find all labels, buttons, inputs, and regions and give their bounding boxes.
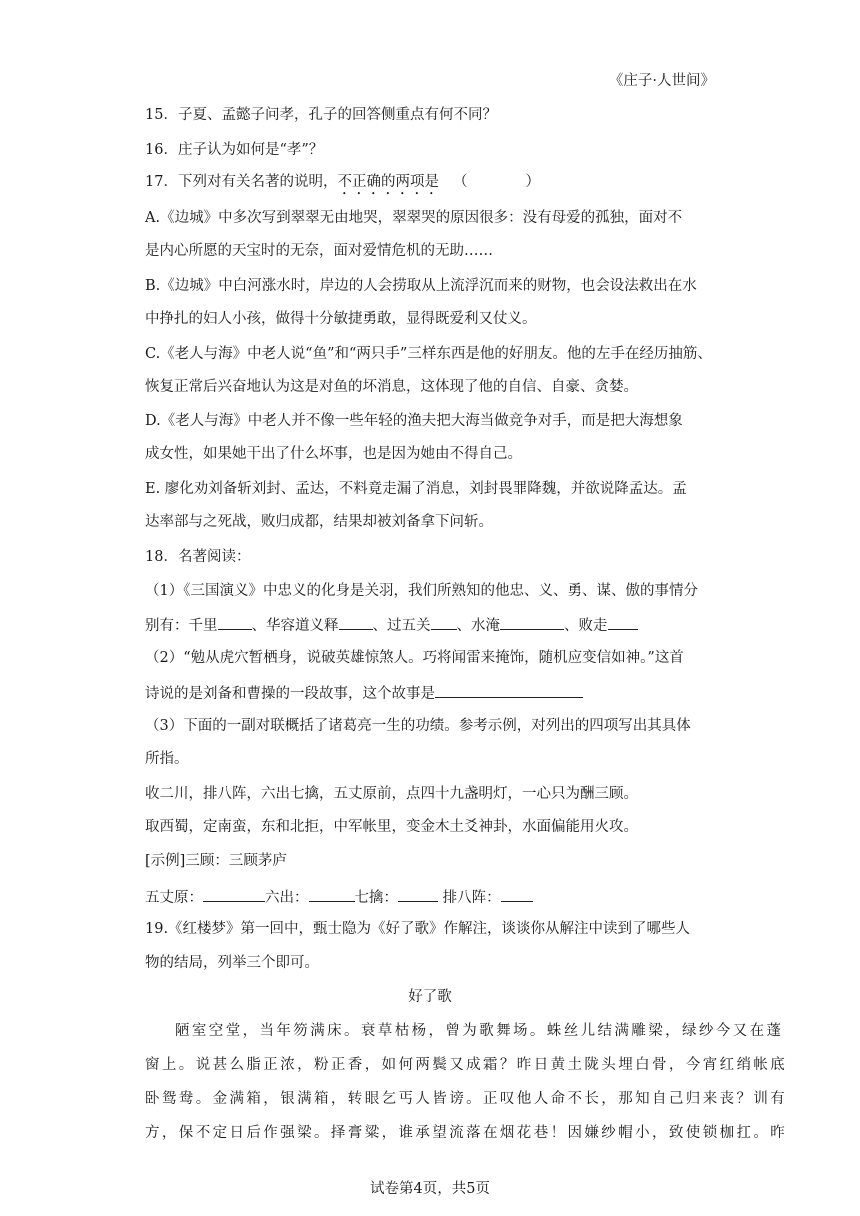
fill-blank[interactable] [309,886,355,902]
option-e-line1: E. 廖化劝刘备斩刘封、孟达，不料竟走漏了消息，刘封畏罪降魏，并欲说降孟达。孟 [145,481,687,497]
option-c-line1: C.《老人与海》中老人说“鱼”和“两只手”三样东西是他的好朋友。他的左手在经历抽筋、 [145,346,712,362]
poem-line: 陋室空堂，当年笏满床。衰草枯杨，曾为歌舞场。蛛丝儿结满雕梁，绿纱今又在蓬 [175,1023,784,1039]
question-17 [145,172,540,198]
question-18-title: 18．名著阅读： [145,549,251,565]
fill-label: 、败走 [564,618,608,634]
couplet-line2: 取西蜀，定南蛮，东和北拒，中军帐里，变金木土爻神卦，水面偏能用火攻。 [145,819,638,835]
poem-title: 好了歌 [408,989,452,1005]
option-c-line2: 恢复正常后兴奋地认为这是对鱼的坏消息，这体现了他的自信、自豪、贪婪。 [145,379,638,395]
fill-blank[interactable] [218,614,252,630]
option-a-line1: A.《边城》中多次写到翠翠无由地哭，翠翠哭的原因很多：没有母爱的孤独，面对不 [145,210,683,226]
fill-label: 排八阵： [438,890,501,906]
fill-label: 六出： [265,890,309,906]
option-b-line2: 中挣扎的妇人小孩，做得十分敏捷勇敢，显得既爱利又仗义。 [145,311,537,327]
question-17-prefix: 17．下列对有关名著的说明， [145,174,338,190]
q18-part2-line2 [145,682,583,704]
q18-part1-line1: （1）《三国演义》中忠义的化身是关羽，我们所熟知的他忠、义、勇、谋、傲的事情分 [145,583,698,599]
couplet-line1: 收二川，排八阵，六出七擒，五丈原前，点四十九盏明灯，一心只为酬三顾。 [145,786,638,802]
fill-blank[interactable] [398,886,438,902]
fill-blank[interactable] [203,886,265,902]
fill-label: 七擒： [354,890,398,906]
q18-part3-line2: 所指。 [145,751,189,767]
option-d-line1: D.《老人与海》中老人并不像一些年轻的渔夫把大海当做竞争对手，而是把大海想象 [145,413,683,429]
option-a-line2: 是内心所愿的天宝时的无奈，面对爱情危机的无助…… [145,243,493,259]
poem-line: 方，保不定日后作强梁。择膏粱，谁承望流落在烟花巷！因嫌纱帽小，致使锁枷扛。昨 [145,1125,788,1141]
option-e-line2: 达率部与之死战，败归成都，结果却被刘备拿下问斩。 [145,514,493,530]
fill-label: 、华容道义释 [251,618,339,634]
option-b-line1: B.《边城》中白河涨水时，岸边的人会捞取从上流浮沉而来的财物，也会设法救出在水 [145,278,697,294]
q18-part3-line1: （3）下面的一副对联概括了诸葛亮一生的功绩。参考示例，对列出的四项写出其具体 [145,718,691,734]
fill-blank[interactable] [608,614,638,630]
q18-part1-line2 [145,614,638,636]
poem-line: 卧鸳鸯。金满箱，银满箱，转眼乞丐人皆谤。正叹他人命不长，那知自己归来丧？训有 [145,1091,788,1107]
fill-blank[interactable] [435,682,583,698]
q18-items-line [145,886,533,908]
fill-label: 别有：千里 [145,618,218,634]
fill-label: 五丈原： [145,890,203,906]
poem-line: 窗上。说甚么脂正浓，粉正香，如何两鬓又成霜？昨日黄土陇头埋白骨，今宵红绡帐底 [145,1057,788,1073]
option-d-line2: 成女性，如果她干出了什么坏事，也是因为她由不得自己。 [145,446,522,462]
question-19-line1: 19.《红楼梦》第一回中，甄士隐为《好了歌》作解注，谈谈你从解注中读到了哪些人 [145,921,691,937]
fill-label: 、过五关 [372,618,431,634]
question-19-line2: 物的结局，列举三个即可。 [145,955,319,971]
q18-part2-line1: （2）“勉从虎穴暂栖身，说破英雄惊煞人。巧将闻雷来掩饰，随机应变信如神。”这首 [145,650,684,666]
fill-label: 、水淹 [456,618,500,634]
example-line: [示例]三顾：三顾茅庐 [145,853,287,869]
fill-blank[interactable] [339,614,373,630]
fill-label: 诗说的是刘备和曹操的一段故事，这个故事是 [145,686,435,702]
question-16: 16．庄子认为如何是“孝”？ [145,142,324,158]
answer-paren: （ ） [452,174,540,190]
page-footer: 试卷第4页，共5页 [370,1181,490,1197]
source-citation: 《庄子·人世间》 [608,73,715,89]
question-17-emphasis: 不正确的两项是 [337,174,439,190]
question-15: 15．子夏、孟懿子问孝，孔子的回答侧重点有何不同？ [145,107,497,123]
fill-blank[interactable] [500,614,564,630]
fill-blank[interactable] [431,614,457,630]
fill-blank[interactable] [501,886,533,902]
